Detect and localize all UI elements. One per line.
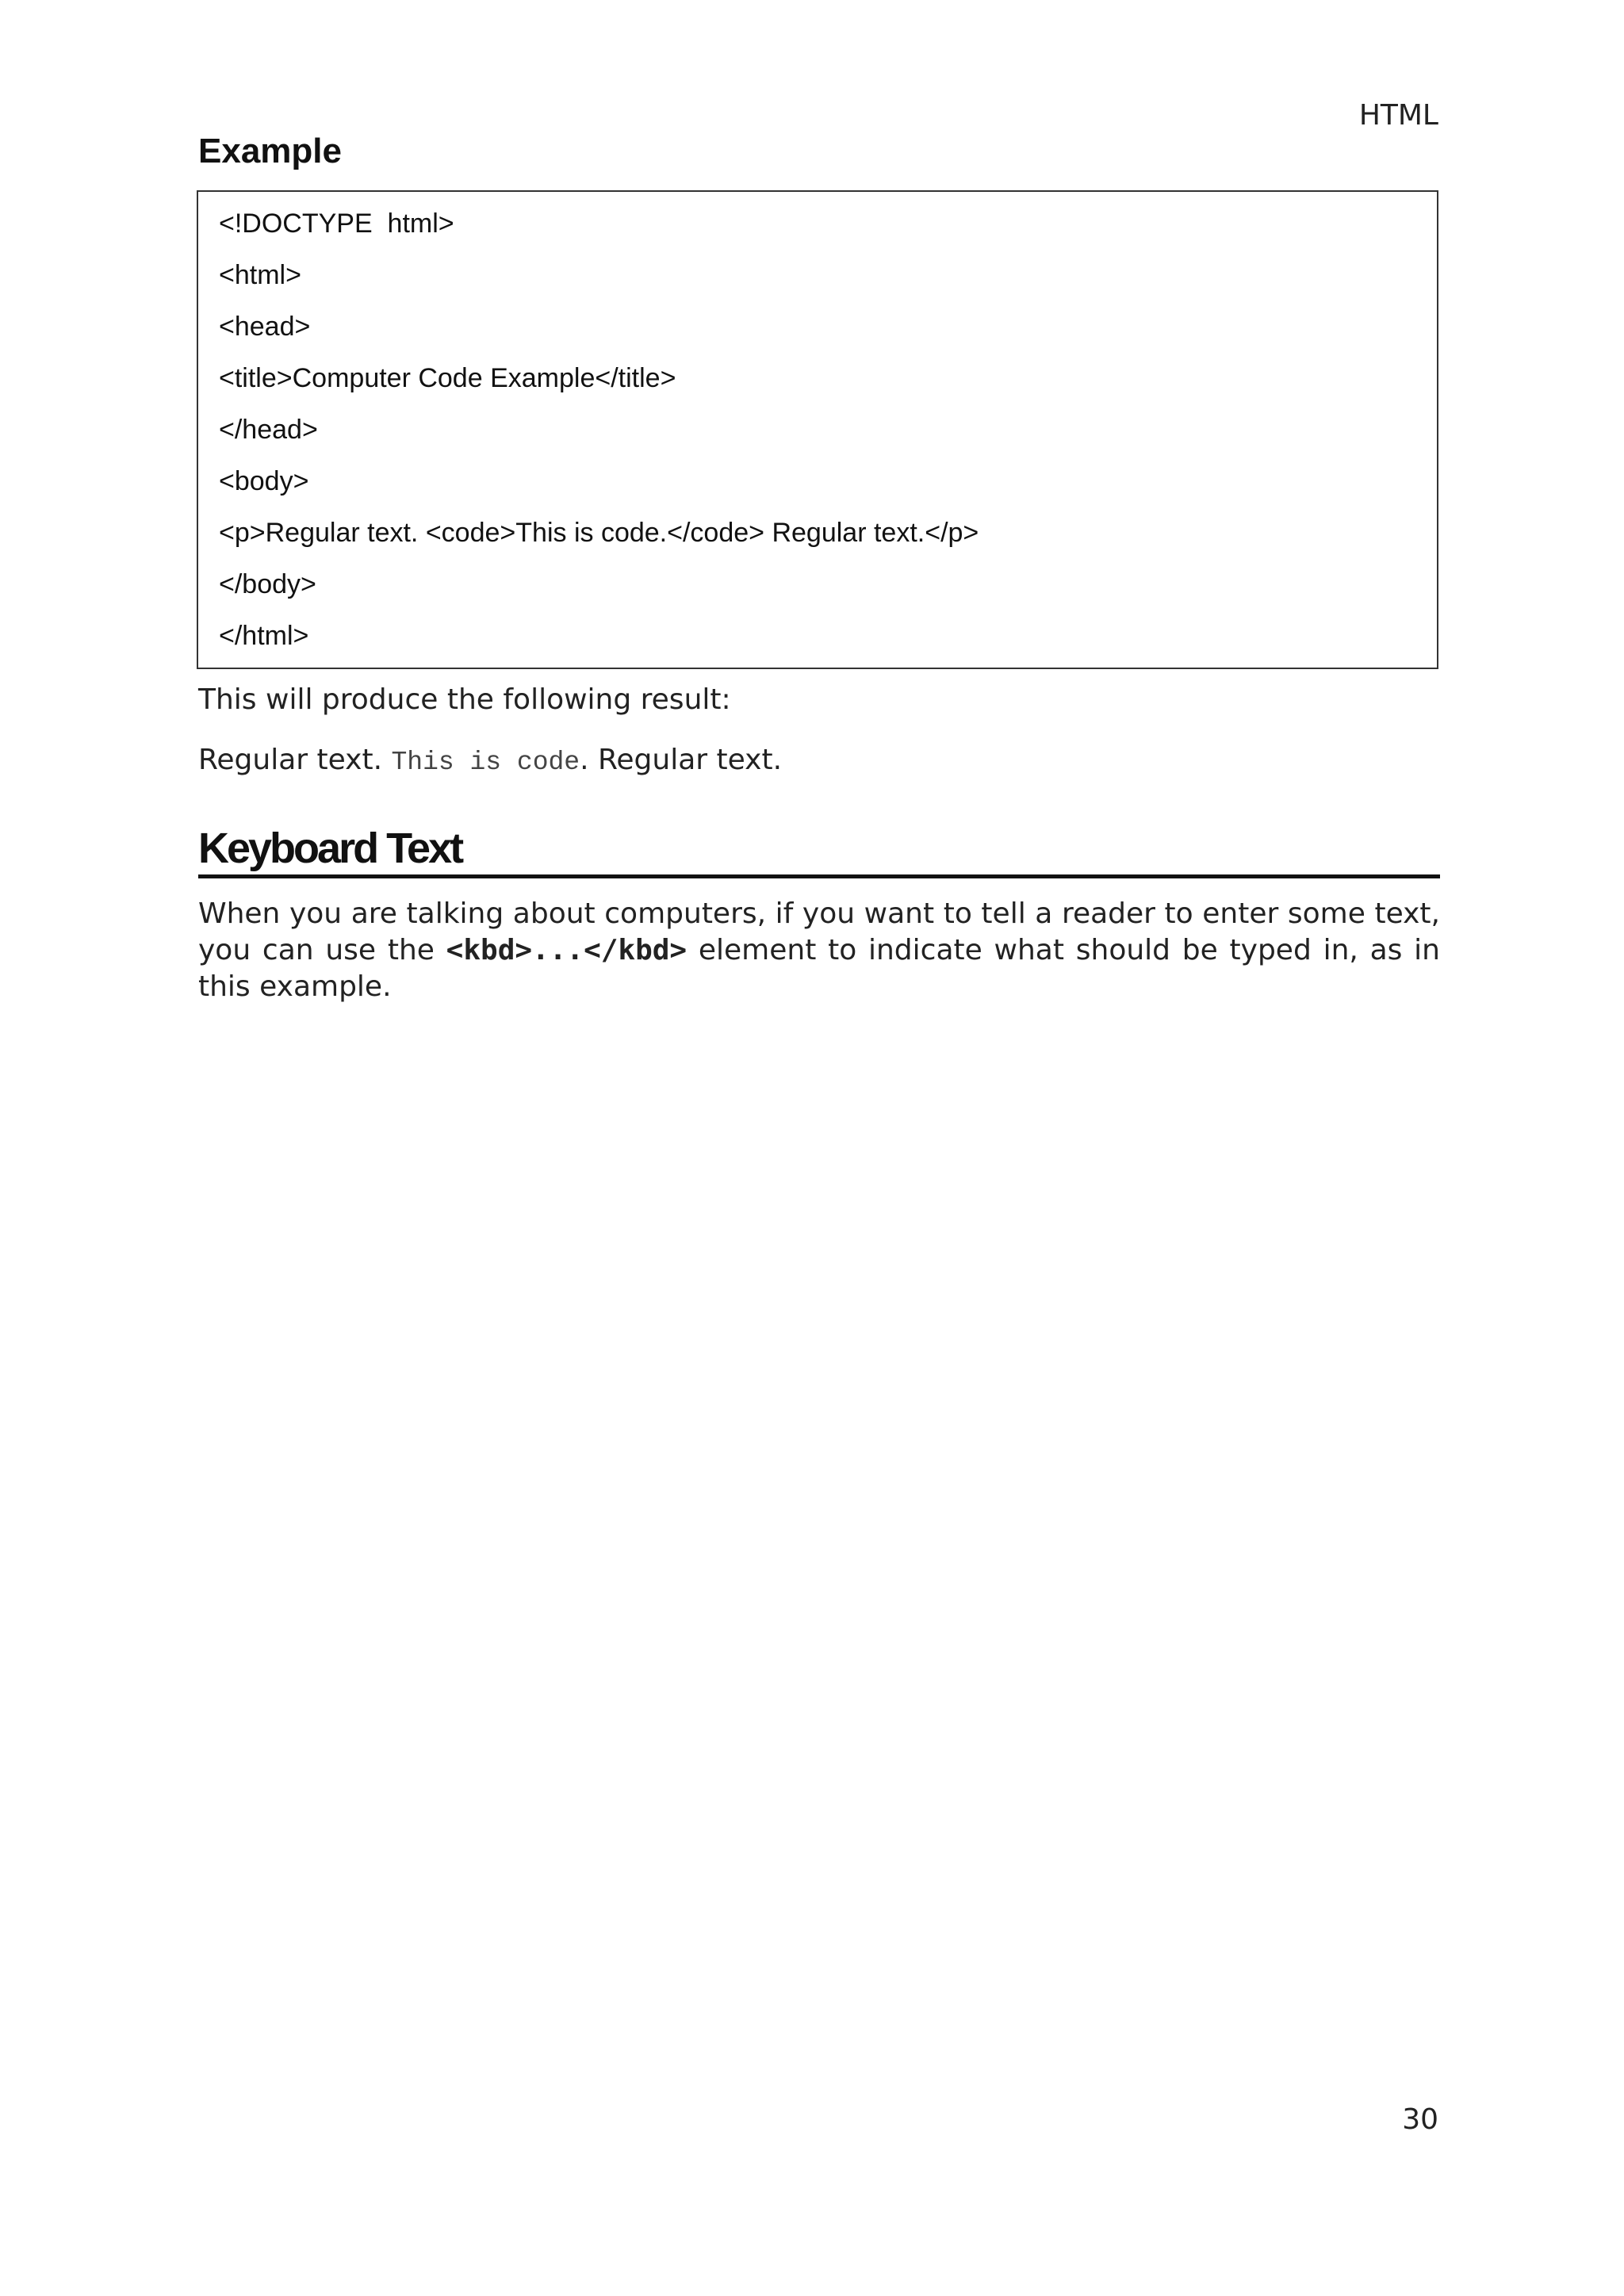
result-text-before: Regular text. xyxy=(198,744,392,776)
rendered-result xyxy=(198,742,782,781)
paragraph-text-before: When you are talking about computers, if you want to tell a reader to enter some text, you can use the xyxy=(198,897,1440,966)
result-intro: This will produce the following result: xyxy=(198,683,731,716)
code-line: <html> xyxy=(219,260,301,290)
result-code-text: This is code xyxy=(391,748,580,777)
body-paragraph xyxy=(198,896,1440,1005)
code-line: <head> xyxy=(219,312,311,342)
page-number: 30 xyxy=(1402,2103,1438,2136)
code-line: </head> xyxy=(219,415,318,445)
code-line: <p>Regular text. <code>This is code.</code> Regular text.</p> xyxy=(219,518,979,548)
code-line: </body> xyxy=(219,569,316,599)
kbd-tag-text: <kbd>...</kbd> xyxy=(446,934,688,966)
example-heading: Example xyxy=(198,132,342,170)
code-example-box xyxy=(197,190,1438,669)
running-header: HTML xyxy=(1358,99,1438,132)
code-line: <body> xyxy=(219,466,309,496)
code-line: </html> xyxy=(219,621,309,651)
code-line: <!DOCTYPE html> xyxy=(219,209,454,239)
result-text-after: . Regular text. xyxy=(580,744,783,776)
paragraph-text-after: element to indicate what should be typed in, as in this example. xyxy=(198,934,1440,1003)
section-heading: Keyboard Text xyxy=(198,825,462,872)
code-line: <title>Computer Code Example</title> xyxy=(219,363,676,393)
section-heading-rule xyxy=(198,825,1440,878)
